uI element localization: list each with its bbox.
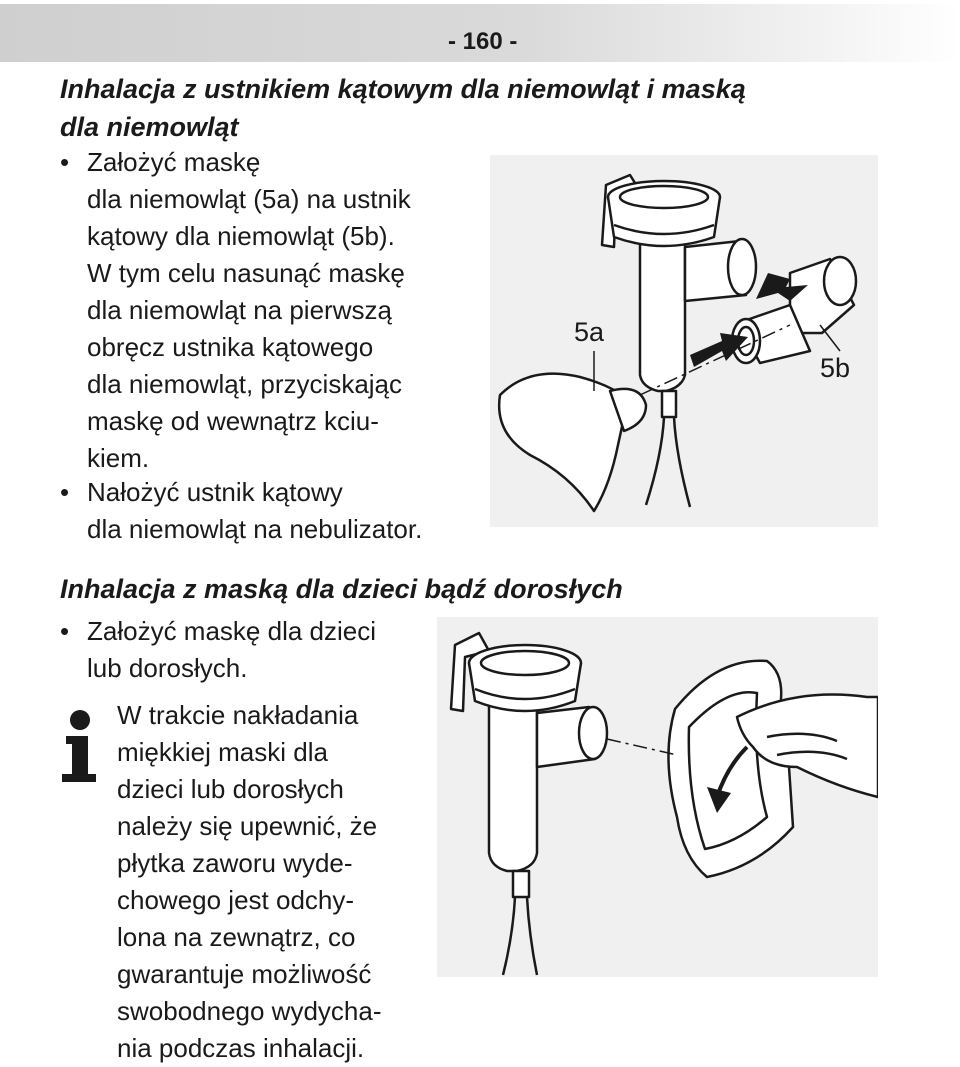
text-line: dla niemowląt na pierwszą xyxy=(87,295,392,325)
figure-baby-mask-assembly xyxy=(490,155,878,527)
text-line: dla niemowląt, przyciskając xyxy=(87,369,403,399)
info-icon xyxy=(58,708,104,784)
nebulizer-illustration-2 xyxy=(437,617,878,977)
section1-heading-line-2: dla niemowląt xyxy=(60,112,239,142)
bullet-marker: • xyxy=(60,477,70,507)
figure-adult-mask-assembly xyxy=(437,617,878,977)
text-line: należy się upewnić, że xyxy=(117,811,378,841)
label-5a: 5a xyxy=(574,317,605,347)
section1-bullet-2 xyxy=(87,474,422,548)
text-line: miękkiej maski dla xyxy=(117,737,328,767)
nebulizer-illustration-1 xyxy=(490,155,878,527)
text-line: kątowy dla niemowląt (5b). xyxy=(87,221,395,251)
text-line: lub dorosłych. xyxy=(87,653,248,683)
bullet-marker: • xyxy=(60,147,70,177)
text-line: dzieci lub dorosłych xyxy=(117,774,344,804)
text-line: W tym celu nasunąć maskę xyxy=(87,258,405,288)
section1-bullet-1 xyxy=(87,144,411,477)
text-line: Założyć maskę dla dzieci xyxy=(87,616,376,646)
text-line: Nałożyć ustnik kątowy xyxy=(87,477,343,507)
label-5b: 5b xyxy=(820,353,851,383)
section2-bullet-1 xyxy=(87,613,376,687)
text-line: swobodnego wydycha- xyxy=(117,996,382,1026)
note-text xyxy=(117,697,382,1067)
text-line: nia podczas inhalacji. xyxy=(117,1033,365,1063)
text-line: kiem. xyxy=(87,443,150,473)
text-line: W trakcie nakładania xyxy=(117,700,359,730)
section2-heading: Inhalacja z maską dla dzieci bądź dorosłych xyxy=(60,574,623,604)
page-number: - 160 - xyxy=(448,28,518,55)
bullet-marker: • xyxy=(60,616,70,646)
section1-heading-line-1: Inhalacja z ustnikiem kątowym dla niemowląt i maską xyxy=(60,74,746,104)
text-line: gwarantuje możliwość xyxy=(117,959,372,989)
text-line: dla niemowląt (5a) na ustnik xyxy=(87,184,411,214)
text-line: obręcz ustnika kątowego xyxy=(87,332,374,362)
text-line: maskę od wewnątrz kciu- xyxy=(87,406,379,436)
text-line: dla niemowląt na nebulizator. xyxy=(87,514,423,544)
text-line: lona na zewnątrz, co xyxy=(117,922,356,952)
text-line: Założyć maskę xyxy=(87,147,261,177)
text-line: chowego jest odchy- xyxy=(117,885,355,915)
text-line: płytka zaworu wyde- xyxy=(117,848,353,878)
